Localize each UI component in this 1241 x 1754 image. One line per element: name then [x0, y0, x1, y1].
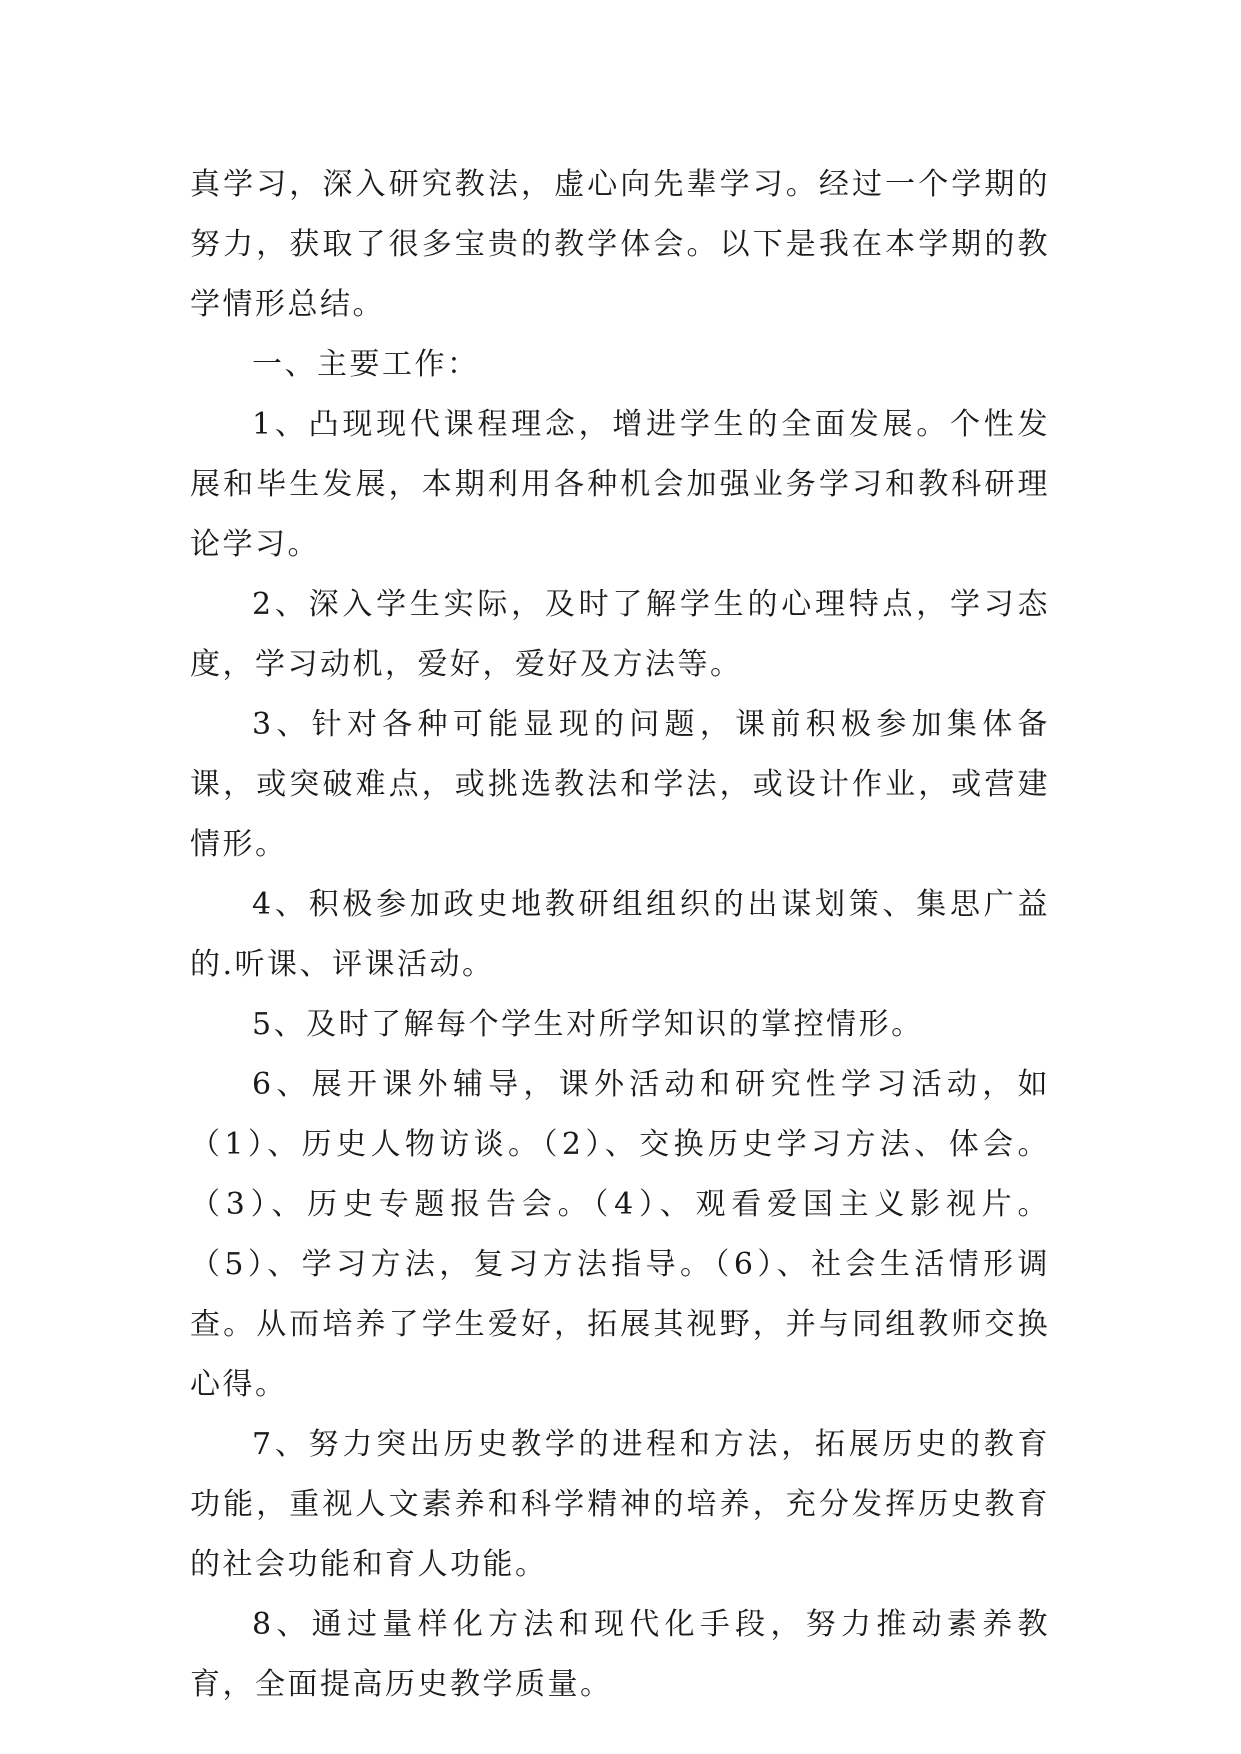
- paragraph-item-5: 5、及时了解每个学生对所学知识的掌控情形。: [252, 1007, 924, 1042]
- section-heading-main-work: 一、主要工作：: [252, 347, 480, 382]
- paragraph-item-2: 2、深入学生实际，及时了解学生的心理特点，学习态度，学习动机，爱好，爱好及方法等。: [190, 587, 1050, 682]
- paragraph-item-1: 1、凸现现代课程理念，增进学生的全面发展。个性发展和毕生发展，本期利用各种机会加强业务学习和教科研理论学习。: [190, 407, 1050, 562]
- paragraph-item-6: 6、展开课外辅导，课外活动和研究性学习活动，如（1）、历史人物访谈。（2）、交换历史学习方法、体会。（3）、历史专题报告会。（4）、观看爱国主义影视片。（5）、学习方法，复习方法指导。（6）、社会生活情形调查。从而培养了学生爱好，拓展其视野，并与同组教师交换心得。: [190, 1067, 1050, 1402]
- document-body: [190, 155, 1050, 1715]
- paragraph-item-4: 4、积极参加政史地教研组组织的出谋划策、集思广益的.听课、评课活动。: [190, 887, 1050, 982]
- paragraph-item-8: 8、通过量样化方法和现代化手段，努力推动素养教育，全面提高历史教学质量。: [190, 1607, 1050, 1702]
- paragraph-intro: 真学习，深入研究教法，虚心向先辈学习。经过一个学期的努力，获取了很多宝贵的教学体会。以下是我在本学期的教学情形总结。: [190, 167, 1050, 322]
- paragraph-item-7: 7、努力突出历史教学的进程和方法，拓展历史的教育功能，重视人文素养和科学精神的培养，充分发挥历史教育的社会功能和育人功能。: [190, 1427, 1050, 1582]
- paragraph-item-3: 3、针对各种可能显现的问题，课前积极参加集体备课，或突破难点，或挑选教法和学法，或设计作业，或营建情形。: [190, 707, 1050, 862]
